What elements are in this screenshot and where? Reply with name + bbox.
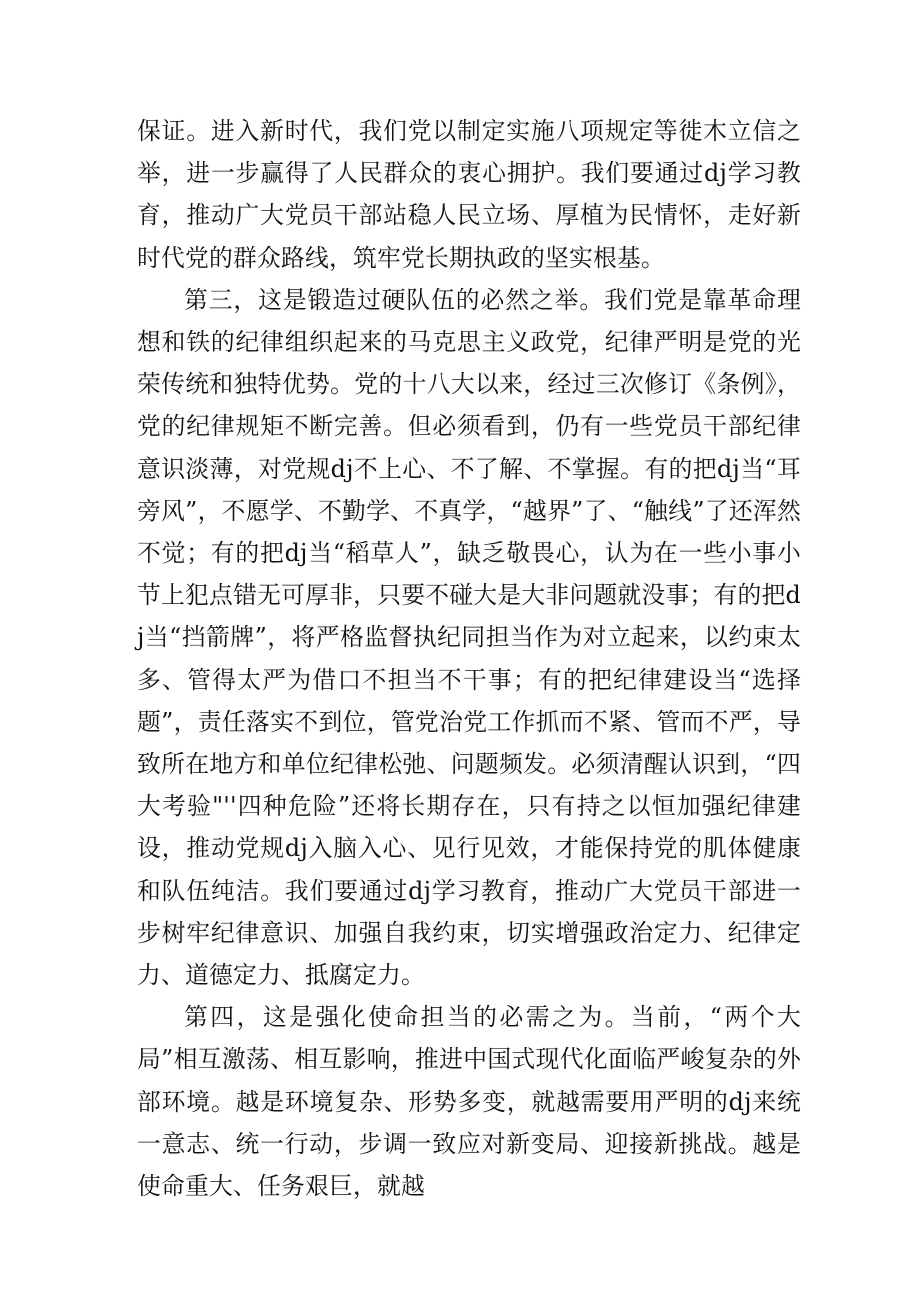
paragraph-continuation: 保证。进入新时代，我们党以制定实施八项规定等徙木立信之举，进一步赢得了人民群众的衷心拥护。我们要通过dj学习教育，推动广大党员干部站稳人民立场、厚植为民情怀，走好新时代党的群众路线，筑牢党长期执政的坚实根基。 — [137, 117, 801, 272]
paragraph-third-point: 第三，这是锻造过硬队伍的必然之举。我们党是靠革命理想和铁的纪律组织起来的马克思主义政党，纪律严明是党的光荣传统和独特优势。党的十八大以来，经过三次修订《条例》，党的纪律规矩不断完善。但必须看到，仍有一些党员干部纪律意识淡薄，对党规dj不上心、不了解、不掌握。有的把dj当“耳旁风”，不愿学、不勤学、不真学，“越界”了、“触线”了还浑然不觉；有的把dj当“稻草人”，缺乏敬畏心，认为在一些小事小节上犯点错无可厚非，只要不碰大是大非问题就没事；有的把dj当“挡箭牌”，将严格监督执纪同担当作为对立起来，以约束太多、管得太严为借口不担当不干事；有的把纪律建设当“选择题”，责任落实不到位，管党治党工作抓而不紧、管而不严，导致所在地方和单位纪律松弛、问题频发。必须清醒认识到，“四大考验"''四种危险”还将长期存在，只有持之以恒加强纪律建设，推动党规dj入脑入心、见行见效，才能保持党的肌体健康和队伍纯洁。我们要通过dj学习教育，推动广大党员干部进一步树牢纪律意识、加强自我约束，切实增强政治定力、纪律定力、道德定力、抵腐定力。 — [137, 285, 801, 990]
document-body — [137, 110, 801, 1207]
paragraph-fourth-point: 第四，这是强化使命担当的必需之为。当前，“两个大局”相互激荡、相互影响，推进中国式现代化面临严峻复杂的外部环境。越是环境复杂、形势多变，就越需要用严明的dj来统一意志、统一行动，步调一致应对新变局、迎接新挑战。越是使命重大、任务艰巨，就越 — [137, 1003, 801, 1201]
